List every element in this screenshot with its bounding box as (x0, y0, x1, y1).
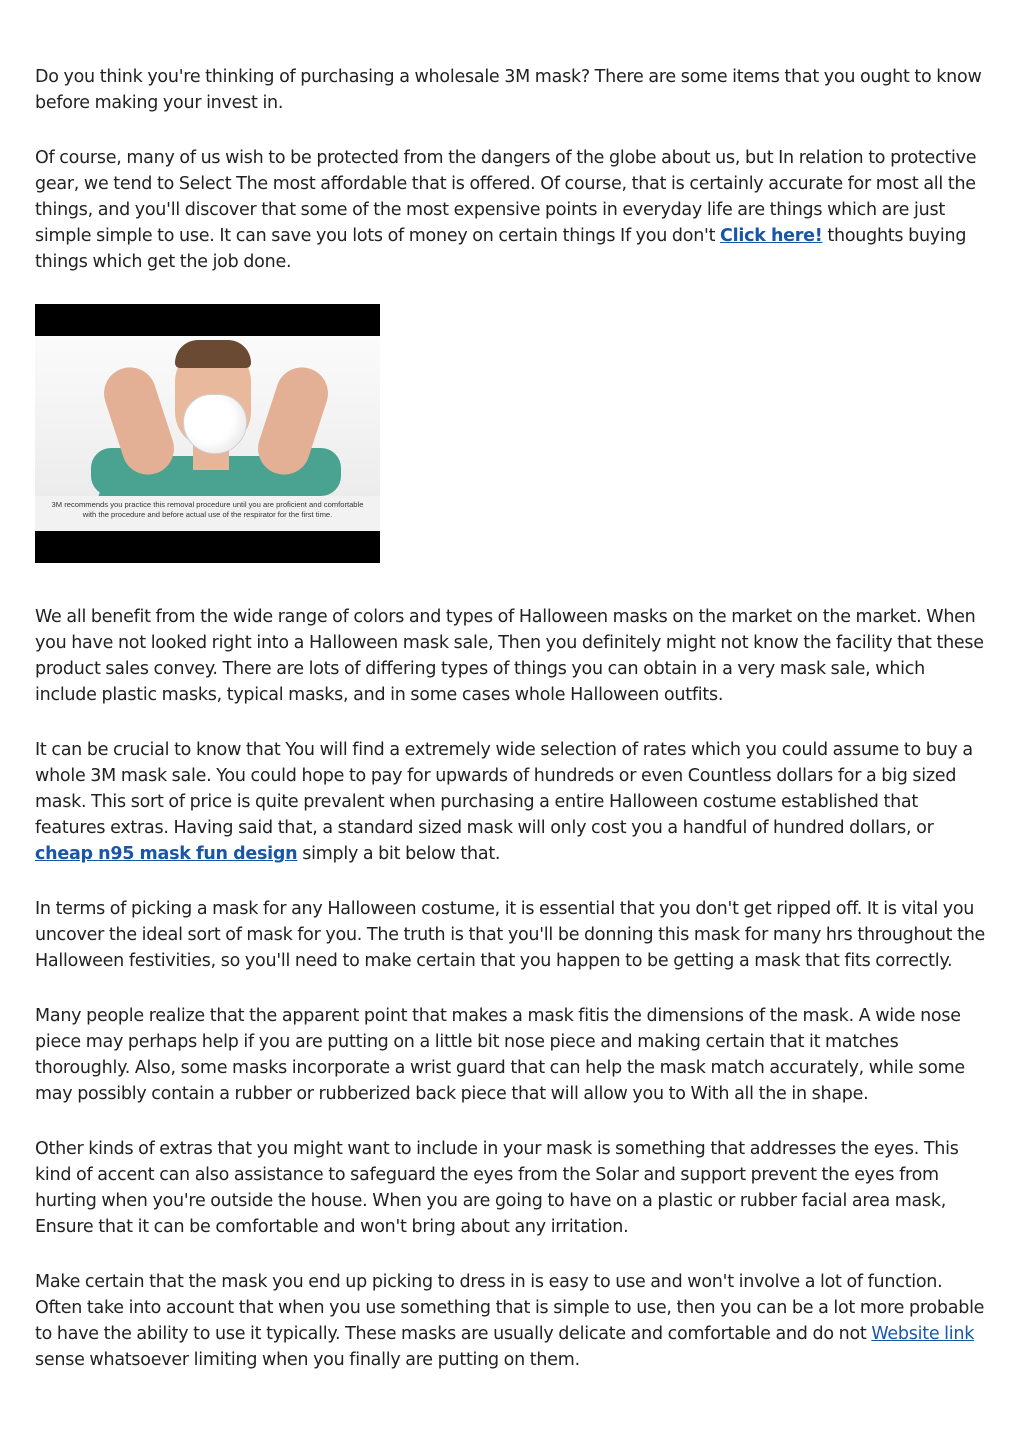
paragraph-text: simply a bit below that. (297, 844, 501, 864)
respirator-demo-image (35, 336, 380, 496)
paragraph-extras (35, 1136, 990, 1240)
paragraph-text: Other kinds of extras that you might want to include in your mask is something that addresses the eyes. This kind of accent can also assistance to safeguard the eyes from the Solar and support prevent the eyes from hurting when you're outside the house. When you are going to have on a plastic or rubber facial area mask, Ensure that it can be comfortable and won't bring about any irritation. (35, 1139, 959, 1237)
paragraph-text: sense whatsoever limiting when you finally are putting on them. (35, 1350, 580, 1370)
click-here-link[interactable]: Click here! (720, 226, 823, 246)
article (35, 64, 990, 1402)
paragraph-text: In terms of picking a mask for any Halloween costume, it is essential that you don't get ripped off. It is vital you uncover the ideal sort of mask for you. The truth is that you'll be donning this mask for many hrs throughout the Halloween festivities, so you'll need to make certain that you happen to be getting a mask that fits correctly. (35, 899, 986, 971)
cheap-n95-mask-link[interactable]: cheap n95 mask fun design (35, 844, 298, 864)
paragraph-fit (35, 1003, 990, 1107)
paragraph-text: Many people realize that the apparent point that makes a mask fitis the dimensions of the mask. A wide nose piece may perhaps help if you are putting on a little bit nose piece and making certain that it matches thoroughly. Also, some masks incorporate a wrist guard that can help the mask match accurately, while some may possibly contain a rubber or rubberized back piece that will allow you to With all the in shape. (35, 1006, 965, 1104)
website-link[interactable]: Website link (871, 1324, 975, 1344)
paragraph-text: Do you think you're thinking of purchasing a wholesale 3M mask? There are some items that you ought to know before making your invest in. (35, 67, 982, 113)
paragraph-picking (35, 896, 990, 974)
video-thumbnail[interactable] (35, 304, 380, 563)
paragraph-rates (35, 737, 990, 867)
paragraph-ease-of-use (35, 1269, 990, 1373)
paragraph-text: thoughts buying things which get the job done. (35, 226, 967, 272)
paragraph-protection (35, 145, 990, 275)
video-frame (35, 336, 380, 531)
paragraph-text: We all benefit from the wide range of colors and types of Halloween masks on the market on the market. When you have not looked right into a Halloween mask sale, Then you definitely might not know the facility that these product sales convey. There are lots of differing types of things you can obtain in a very mask sale, which include plastic masks, typical masks, and in some cases whole Halloween outfits. (35, 607, 984, 705)
paragraph-text: Of course, many of us wish to be protected from the dangers of the globe about us, but In relation to protective gear, we tend to Select The most affordable that is offered. Of course, that is certainly accurate for most all the things, and you'll discover that some of the most expensive points in everyday life are things which are just simple simple to use. It can save you lots of money on certain things If you don't (35, 148, 977, 246)
paragraph-text: Make certain that the mask you end up picking to dress in is easy to use and won't involve a lot of function. Often take into account that when you use something that is simple to use, then you can be a lot more probable to have the ability to use it typically. These masks are usually delicate and comfortable and do not (35, 1272, 985, 1344)
caption-line-1: 3M recommends you practice this removal procedure until you are proficient and comfortable (51, 500, 364, 509)
caption-line-2: with the procedure and before actual use of the respirator for the first time. (82, 510, 333, 519)
paragraph-halloween-masks (35, 604, 990, 708)
respirator-mask (183, 394, 247, 454)
video-caption (35, 496, 380, 531)
paragraph-intro (35, 64, 990, 116)
paragraph-text: It can be crucial to know that You will find a extremely wide selection of rates which you could assume to buy a whole 3M mask sale. You could hope to pay for upwards of hundreds or even Countless dollars for a big sized mask. This sort of price is quite prevalent when purchasing a entire Halloween costume established that features extras. Having said that, a standard sized mask will only cost you a handful of hundred dollars, or (35, 740, 973, 838)
